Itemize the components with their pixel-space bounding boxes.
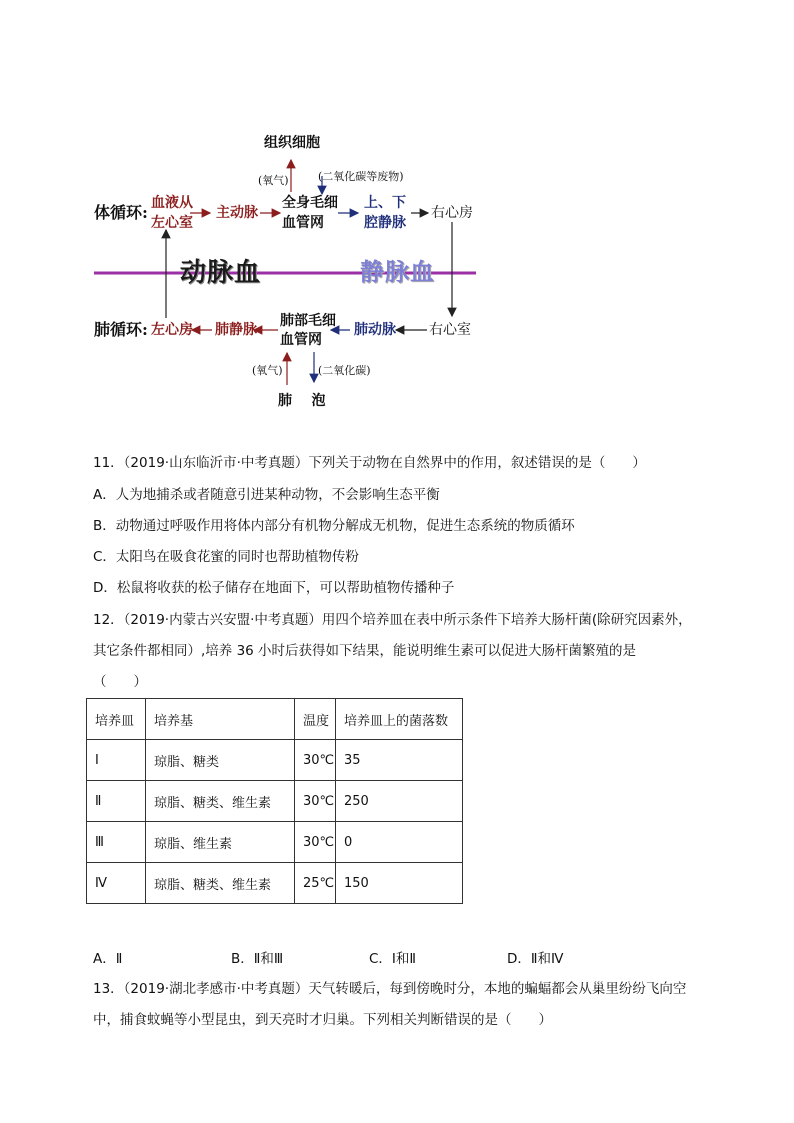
q12-stem-line1: 12．（2019·内蒙古兴安盟·中考真题）用四个培养皿在表中所示条件下培养大肠杆菌(除研究因素外，: [93, 612, 692, 628]
arterial-blood-label: 动脉血: [180, 258, 262, 288]
table-cell: 琼脂、糖类: [146, 740, 295, 781]
table-cell: 25℃: [295, 863, 336, 904]
lung-capillary-line1: 肺部毛细: [280, 313, 336, 329]
table-row: [87, 740, 463, 781]
table-header-cell: 温度: [295, 699, 336, 740]
table-cell: 35: [336, 740, 463, 781]
q11-option-c: C．太阳鸟在吸食花蜜的同时也帮助植物传粉: [93, 549, 359, 565]
table-cell: 琼脂、糖类、维生素: [146, 863, 295, 904]
table-cell: 30℃: [295, 740, 336, 781]
body-capillary-line1: 全身毛细: [282, 195, 338, 211]
q11-option-d: D．松鼠将收获的松子储存在地面下，可以帮助植物传播种子: [93, 580, 455, 596]
systemic-circulation-label: 体循环:: [94, 203, 148, 222]
vena-cava-line2: 腔静脉: [364, 215, 406, 231]
table-cell: 30℃: [295, 781, 336, 822]
culture-results-table: [86, 698, 463, 904]
body-capillary-line2: 血管网: [282, 215, 324, 231]
q11-stem: 11．（2019·山东临沂市·中考真题）下列关于动物在自然界中的作用，叙述错误的是（ ）: [93, 455, 646, 471]
co2-waste-label: (二氧化碳等废物): [318, 170, 404, 183]
table-cell: Ⅳ: [87, 863, 146, 904]
table-row: [87, 863, 463, 904]
table-cell: 琼脂、维生素: [146, 822, 295, 863]
q12-option-c: C．Ⅰ和Ⅱ: [369, 951, 417, 967]
table-cell: 250: [336, 781, 463, 822]
right-ventricle-label: 右心室: [429, 322, 471, 338]
table-cell: Ⅱ: [87, 781, 146, 822]
lung-capillary-line2: 血管网: [280, 332, 322, 348]
blood-from-lv-line1: 血液从: [151, 195, 193, 211]
table-cell: 30℃: [295, 822, 336, 863]
right-atrium-label: 右心房: [431, 205, 473, 221]
tissue-cells-label: 组织细胞: [264, 135, 320, 151]
table-cell: Ⅰ: [87, 740, 146, 781]
diagram-arrows: [88, 120, 508, 420]
q12-stem-line2: 其它条件都相同）,培养 36 小时后获得如下结果，能说明维生素可以促进大肠杆菌繁殖的是: [93, 643, 637, 659]
vena-cava-line1: 上、下: [364, 195, 406, 211]
pulmonary-vein-label: 肺静脉: [215, 322, 257, 338]
table-header-cell: 培养皿: [87, 699, 146, 740]
table-cell: 150: [336, 863, 463, 904]
blood-circulation-diagram: [88, 120, 508, 420]
q11-option-b: B．动物通过呼吸作用将体内部分有机物分解成无机物，促进生态系统的物质循环: [93, 518, 575, 534]
q12-option-a: A．Ⅱ: [93, 951, 123, 967]
q13-stem-line2: 中，捕食蚊蝇等小型昆虫，到天亮时才归巢。下列相关判断错误的是（ ）: [93, 1012, 552, 1028]
table-header-cell: 培养基: [146, 699, 295, 740]
co2-bottom-label: (二氧化碳): [318, 364, 371, 377]
table-row: [87, 781, 463, 822]
q12-stem-line3: （ ）: [93, 674, 147, 690]
alveoli-label: 肺 泡: [278, 393, 326, 409]
q11-option-a: A．人为地捕杀或者随意引进某种动物，不会影响生态平衡: [93, 487, 440, 503]
table-row: [87, 822, 463, 863]
aorta-label: 主动脉: [216, 205, 258, 221]
q13-stem-line1: 13．（2019·湖北孝感市·中考真题）天气转暖后，每到傍晚时分，本地的蝙蝠都会从巢里纷纷飞向空: [93, 981, 687, 997]
table-header-row: [87, 699, 463, 740]
oxygen-top-label: (氧气): [258, 174, 289, 187]
table-cell: 0: [336, 822, 463, 863]
table-cell: Ⅲ: [87, 822, 146, 863]
venous-blood-label: 静脉血: [360, 258, 435, 286]
q12-option-b: B．Ⅱ和Ⅲ: [231, 951, 284, 967]
table-cell: 琼脂、糖类、维生素: [146, 781, 295, 822]
pulmonary-circulation-label: 肺循环:: [94, 320, 148, 339]
blood-from-lv-line2: 左心室: [151, 215, 193, 231]
oxygen-bottom-label: (氧气): [252, 364, 283, 377]
table-header-cell: 培养皿上的菌落数: [336, 699, 463, 740]
pulmonary-artery-label: 肺动脉: [354, 322, 396, 338]
left-atrium-label: 左心房: [151, 322, 193, 338]
q12-option-d: D．Ⅱ和Ⅳ: [507, 951, 564, 967]
